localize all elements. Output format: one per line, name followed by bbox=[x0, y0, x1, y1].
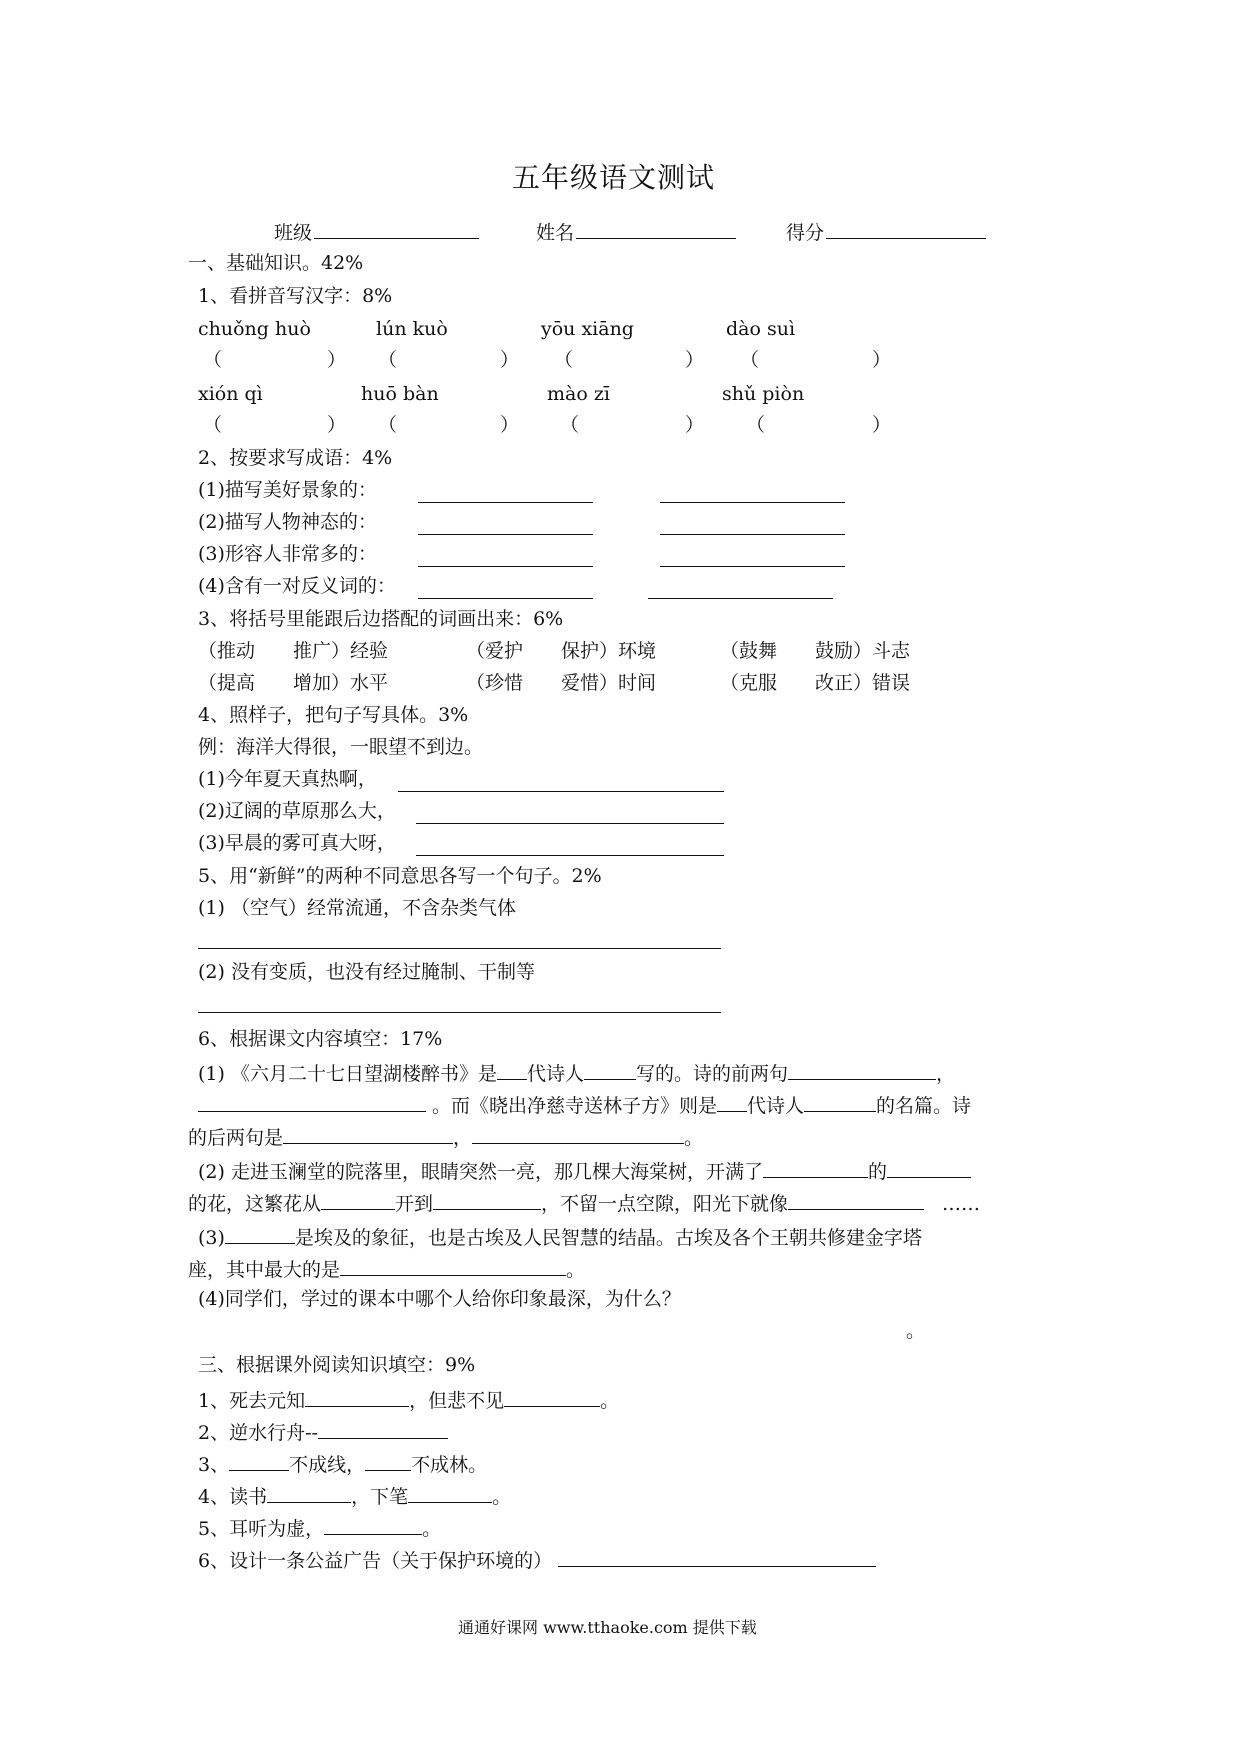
answer-blank[interactable] bbox=[418, 482, 593, 503]
paren-close: ） bbox=[685, 414, 705, 436]
answer-blank[interactable] bbox=[318, 1418, 448, 1439]
q2-item-4: (4)含有一对反义词的： bbox=[198, 575, 396, 597]
answer-blank[interactable] bbox=[229, 1450, 289, 1471]
class-field[interactable] bbox=[314, 218, 479, 239]
paren-close: ） bbox=[500, 349, 520, 371]
answer-blank[interactable] bbox=[416, 803, 724, 824]
q6-line: 座，其中最大的是 。 bbox=[188, 1255, 585, 1282]
q6-line: 的后两句是 ， 。 bbox=[188, 1123, 703, 1150]
pinyin-4: dào suì bbox=[726, 318, 796, 340]
paren-open: （ bbox=[203, 349, 223, 371]
paren-close: ） bbox=[872, 414, 892, 436]
paren-close: ） bbox=[327, 414, 347, 436]
paren-open: （ bbox=[378, 414, 398, 436]
q4-item-1: (1)今年夏天真热啊， bbox=[198, 768, 377, 790]
q6-end-mark: 。 bbox=[906, 1320, 926, 1342]
paren-open: （ bbox=[203, 414, 223, 436]
answer-blank[interactable] bbox=[198, 1091, 426, 1112]
score-field[interactable] bbox=[826, 218, 986, 239]
q3-title: 3、将括号里能跟后边搭配的词画出来：6% bbox=[198, 608, 564, 630]
q4-item-2: (2)辽阔的草原那么大， bbox=[198, 800, 396, 822]
paren-close: ） bbox=[685, 349, 705, 371]
answer-blank[interactable] bbox=[267, 1482, 351, 1503]
name-label: 姓名 bbox=[536, 218, 736, 245]
answer-blank[interactable] bbox=[321, 1189, 395, 1210]
answer-blank[interactable] bbox=[398, 771, 724, 792]
section3-heading: 三、根据课外阅读知识填空：9% bbox=[198, 1354, 476, 1376]
answer-blank[interactable] bbox=[340, 1255, 566, 1276]
q1-title: 1、看拼音写汉字：8% bbox=[198, 285, 393, 307]
s3-item-5: 5、耳听为虚， 。 bbox=[198, 1514, 441, 1541]
q4-example: 例：海洋大得很，一眼望不到边。 bbox=[198, 736, 484, 758]
q6-line: 。而《晓出净慈寺送林子方》则是 代诗人 的名篇。诗 bbox=[198, 1091, 971, 1118]
page-title: 五年级语文测试 bbox=[512, 161, 716, 194]
q2-item-1: (1)描写美好景象的： bbox=[198, 479, 377, 501]
answer-blank[interactable] bbox=[504, 1386, 600, 1407]
answer-blank[interactable] bbox=[324, 1514, 422, 1535]
answer-blank[interactable] bbox=[472, 1123, 684, 1144]
q3-choice: （克服 改正）错误 bbox=[720, 672, 911, 694]
answer-blank[interactable] bbox=[660, 546, 845, 567]
class-label: 班级 bbox=[274, 218, 479, 245]
answer-blank[interactable] bbox=[198, 928, 721, 949]
answer-blank[interactable] bbox=[804, 1091, 876, 1112]
answer-blank[interactable] bbox=[433, 1189, 541, 1210]
q3-choice: （鼓舞 鼓励）斗志 bbox=[720, 640, 911, 662]
answer-blank[interactable] bbox=[408, 1482, 492, 1503]
name-field[interactable] bbox=[576, 218, 736, 239]
q5-item-1: (1) （空气）经常流通，不含杂类气体 bbox=[198, 897, 516, 919]
answer-blank[interactable] bbox=[763, 1157, 868, 1178]
q6-line: (1) 《六月二十七日望湖楼醉书》是 代诗人 写的。诗的前两句 ， bbox=[198, 1059, 955, 1086]
answer-blank[interactable] bbox=[365, 1450, 411, 1471]
paren-open: （ bbox=[554, 349, 574, 371]
pinyin-8: shǔ piòn bbox=[722, 383, 805, 405]
answer-blank[interactable] bbox=[225, 1223, 295, 1244]
q2-title: 2、按要求写成语：4% bbox=[198, 447, 393, 469]
pinyin-1: chuǒng huò bbox=[198, 318, 311, 340]
answer-blank[interactable] bbox=[788, 1059, 936, 1080]
paren-open: （ bbox=[378, 349, 398, 371]
paren-open: （ bbox=[740, 349, 760, 371]
s3-item-2: 2、逆水行舟-- bbox=[198, 1418, 448, 1445]
score-label: 得分 bbox=[786, 218, 986, 245]
answer-blank[interactable] bbox=[788, 1189, 924, 1210]
q6-line: (3) 是埃及的象征，也是古埃及人民智慧的结晶。古埃及各个王朝共修建金字塔 bbox=[198, 1223, 922, 1250]
paren-close: ） bbox=[327, 349, 347, 371]
s3-item-3: 3、 不成线， 不成林。 bbox=[198, 1450, 487, 1477]
paren-open: （ bbox=[746, 414, 766, 436]
q6-line: (2) 走进玉澜堂的院落里，眼睛突然一亮，那几棵大海棠树，开满了 的 bbox=[198, 1157, 971, 1184]
q4-item-3: (3)早晨的雾可真大呀， bbox=[198, 832, 396, 854]
q2-item-3: (3)形容人非常多的： bbox=[198, 543, 377, 565]
q3-choice: （提高 增加）水平 bbox=[198, 672, 389, 694]
answer-blank[interactable] bbox=[887, 1157, 971, 1178]
footer-credit: 通通好课网 www.tthaoke.com 提供下载 bbox=[458, 1618, 757, 1637]
q5-item-2: (2) 没有变质，也没有经过腌制、干制等 bbox=[198, 961, 535, 983]
answer-blank[interactable] bbox=[558, 1546, 876, 1567]
answer-blank[interactable] bbox=[648, 578, 833, 599]
section1-heading: 一、基础知识。42% bbox=[188, 252, 364, 274]
pinyin-5: xión qì bbox=[198, 383, 263, 405]
pinyin-6: huō bàn bbox=[361, 383, 439, 405]
q5-title: 5、用“新鲜”的两种不同意思各写一个句子。2% bbox=[198, 865, 602, 887]
answer-blank[interactable] bbox=[416, 835, 724, 856]
q6-item-4: (4)同学们，学过的课本中哪个人给你印象最深，为什么？ bbox=[198, 1288, 681, 1310]
pinyin-3: yōu xiāng bbox=[541, 318, 634, 340]
s3-item-4: 4、读书 ，下笔 。 bbox=[198, 1482, 511, 1509]
pinyin-2: lún kuò bbox=[376, 318, 448, 340]
q3-choice: （珍惜 爱惜）时间 bbox=[466, 672, 657, 694]
q3-choice: （爱护 保护）环境 bbox=[466, 640, 657, 662]
answer-blank[interactable] bbox=[418, 578, 593, 599]
q6-line: 的花，这繁花从 开到 ，不留一点空隙，阳光下就像 …… bbox=[188, 1189, 980, 1216]
answer-blank[interactable] bbox=[305, 1386, 409, 1407]
answer-blank[interactable] bbox=[660, 514, 845, 535]
answer-blank[interactable] bbox=[497, 1059, 527, 1080]
answer-blank[interactable] bbox=[418, 514, 593, 535]
s3-item-6: 6、设计一条公益广告（关于保护环境的） bbox=[198, 1546, 876, 1573]
paren-close: ） bbox=[500, 414, 520, 436]
answer-blank[interactable] bbox=[418, 546, 593, 567]
answer-blank[interactable] bbox=[198, 992, 721, 1013]
paren-open: （ bbox=[560, 414, 580, 436]
q3-choice: （推动 推广）经验 bbox=[198, 640, 389, 662]
answer-blank[interactable] bbox=[717, 1091, 747, 1112]
q4-title: 4、照样子，把句子写具体。3% bbox=[198, 704, 469, 726]
pinyin-7: mào zī bbox=[547, 383, 610, 405]
q2-item-2: (2)描写人物神态的： bbox=[198, 511, 377, 533]
answer-blank[interactable] bbox=[283, 1123, 453, 1144]
q6-title: 6、根据课文内容填空：17% bbox=[198, 1028, 443, 1050]
answer-blank[interactable] bbox=[660, 482, 845, 503]
s3-item-1: 1、死去元知 ，但悲不见 。 bbox=[198, 1386, 619, 1413]
answer-blank[interactable] bbox=[584, 1059, 636, 1080]
paren-close: ） bbox=[872, 349, 892, 371]
